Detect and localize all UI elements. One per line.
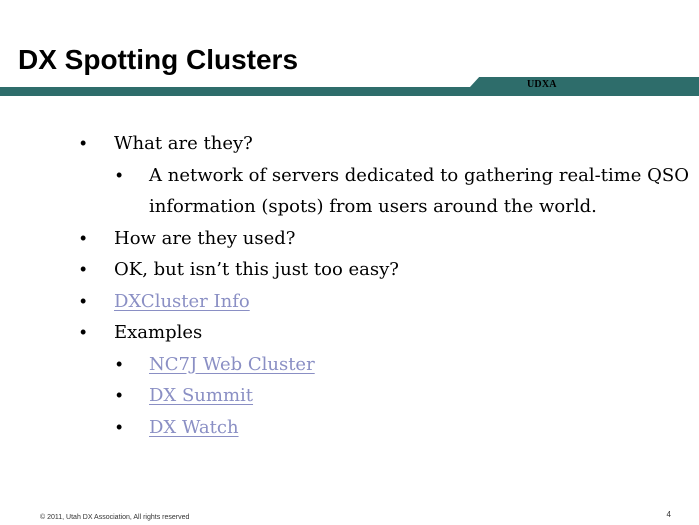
bullet-list bbox=[0, 128, 699, 443]
slide-title: DX Spotting Clusters bbox=[18, 44, 299, 75]
list-item-text: information (spots) from users around the world. bbox=[149, 196, 597, 217]
bullet-icon: • bbox=[80, 259, 87, 279]
list-item-text: What are they? bbox=[114, 133, 253, 154]
list-item-text: How are they used? bbox=[114, 227, 296, 249]
page-number: 4 bbox=[666, 510, 671, 519]
bullet-icon: • bbox=[116, 416, 123, 437]
bullet-icon: • bbox=[116, 353, 123, 374]
list-item bbox=[0, 380, 699, 412]
dxcluster-info-link[interactable]: DXCluster Info bbox=[114, 290, 250, 312]
list-item bbox=[0, 286, 699, 318]
bullet-icon: • bbox=[80, 227, 87, 248]
list-item bbox=[0, 317, 699, 349]
list-item bbox=[0, 128, 699, 160]
bullet-icon: • bbox=[116, 164, 123, 185]
dx-watch-link[interactable]: DX Watch bbox=[149, 416, 239, 438]
list-item-text: A network of servers dedicated to gathering real-time QSO bbox=[149, 164, 689, 186]
dx-summit-link[interactable]: DX Summit bbox=[149, 385, 254, 406]
header-band bbox=[0, 87, 699, 96]
bullet-icon: • bbox=[80, 322, 87, 342]
band-label: UDXA bbox=[527, 79, 557, 90]
list-item bbox=[0, 254, 699, 286]
list-item bbox=[0, 223, 699, 255]
copyright-footer: © 2011, Utah DX Association, All rights reserved bbox=[40, 514, 190, 521]
bullet-icon: • bbox=[80, 133, 87, 153]
list-item-text: OK, but isn’t this just too easy? bbox=[114, 259, 399, 280]
list-item bbox=[0, 412, 699, 444]
bullet-icon: • bbox=[80, 290, 87, 311]
list-item-text: Examples bbox=[114, 322, 203, 343]
list-item-continuation bbox=[0, 191, 699, 223]
nc7j-web-cluster-link[interactable]: NC7J Web Cluster bbox=[149, 353, 315, 375]
list-item bbox=[0, 349, 699, 381]
bullet-icon: • bbox=[116, 385, 123, 405]
list-item bbox=[0, 160, 699, 192]
header-band-tab bbox=[470, 77, 699, 87]
